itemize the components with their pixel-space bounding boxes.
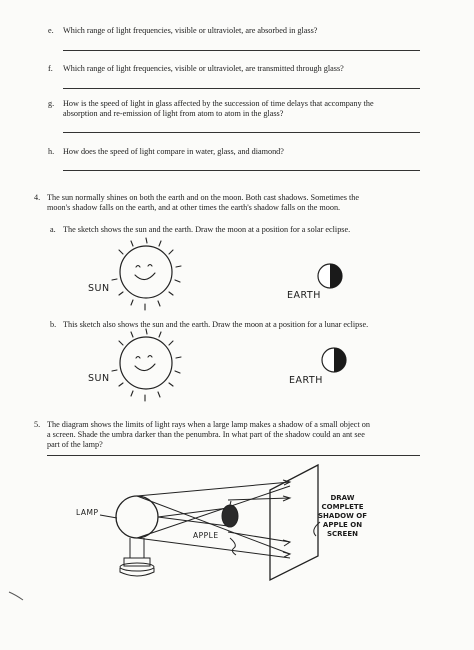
question-g-line1: How is the speed of light in glass affected by the succession of time delays that accompany the (63, 99, 374, 108)
question-e-text: Which range of light frequencies, visible or ultraviolet, are absorbed in glass? (63, 26, 318, 35)
question-4-line2: moon's shadow falls on the earth, and at other times the earth's shadow falls on the moon. (47, 203, 341, 212)
question-5-line3: part of the lamp? (47, 440, 103, 449)
instruction-line-5: SCREEN (326, 530, 358, 538)
answer-line-f[interactable] (63, 88, 420, 89)
question-4-number: 4. (34, 193, 41, 202)
instruction-line-4: APPLE ON (322, 521, 363, 529)
sun-label-b: SUN (88, 373, 110, 384)
question-f-text: Which range of light frequencies, visible or ultraviolet, are transmitted through glass? (63, 64, 344, 73)
stray-mark (8, 590, 28, 602)
shadow-diagram (0, 460, 474, 620)
question-f-letter: f. (48, 64, 53, 73)
question-5-number: 5. (34, 420, 41, 429)
screen (270, 465, 318, 580)
question-5-line2: a screen. Shade the umbra darker than the penumbra. In what part of the shadow could an ant see (47, 430, 365, 439)
instruction-line-2: COMPLETE (321, 503, 364, 511)
question-4a-letter: a. (50, 225, 56, 234)
lamp-label: LAMP (76, 508, 99, 517)
question-e-letter: e. (48, 26, 54, 35)
answer-line-g[interactable] (63, 132, 420, 133)
question-4-line1: The sun normally shines on both the earth and on the moon. Both cast shadows. Sometimes the (47, 193, 359, 202)
answer-line-h[interactable] (63, 170, 420, 171)
instruction-line-1: DRAW (330, 494, 355, 502)
question-4b-letter: b. (50, 320, 57, 329)
draw-shadow-instruction (318, 494, 367, 539)
question-5-line1: The diagram shows the limits of light rays when a large lamp makes a shadow of a small object on (47, 420, 370, 429)
answer-line-5[interactable] (47, 455, 420, 456)
instruction-line-3: SHADOW OF (318, 512, 367, 520)
question-4a-text: The sketch shows the sun and the earth. Draw the moon at a position for a solar eclipse. (63, 225, 351, 234)
earth-label-b: EARTH (289, 375, 323, 386)
question-g-letter: g. (48, 99, 55, 108)
question-g-line2: absorption and re-emission of light from atom to atom in the glass? (63, 109, 284, 118)
apple-label: APPLE (193, 531, 219, 540)
earth-drawing-a (316, 262, 344, 290)
sun-label-a: SUN (88, 283, 110, 294)
sun-drawing-b (103, 327, 193, 407)
answer-line-e[interactable] (63, 50, 420, 51)
question-h-text: How does the speed of light compare in water, glass, and diamond? (63, 147, 284, 156)
sun-drawing-a (103, 236, 193, 316)
earth-label-a: EARTH (287, 290, 321, 301)
lamp-globe (116, 496, 158, 538)
question-4b-text: This sketch also shows the sun and the earth. Draw the moon at a position for a lunar eclipse. (63, 320, 369, 329)
earth-drawing-b (320, 346, 348, 374)
question-h-letter: h. (48, 147, 55, 156)
